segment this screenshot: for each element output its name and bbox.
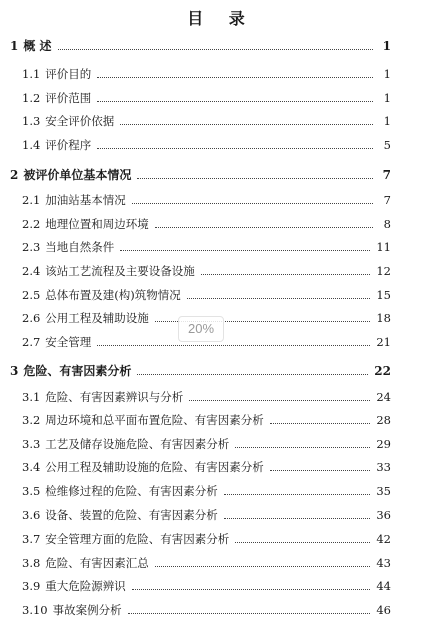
toc-number: 1 <box>10 39 19 53</box>
toc-section[interactable] <box>22 433 391 451</box>
zoom-level-indicator: 20% <box>178 316 224 342</box>
toc-section[interactable] <box>22 528 391 546</box>
toc-page-number: 5 <box>383 138 391 152</box>
toc-section[interactable] <box>22 63 391 81</box>
toc-entry-text: 危险、有害因素分析 <box>23 364 132 378</box>
toc-page-number: 1 <box>382 39 391 53</box>
toc-entry-text: 危险、有害因素汇总 <box>45 556 149 570</box>
toc-page-number: 36 <box>376 508 391 522</box>
toc-number: 3.9 <box>22 579 41 593</box>
toc-entry-text: 被评价单位基本情况 <box>23 168 132 182</box>
toc-dot-leader <box>189 400 370 401</box>
toc-title: 目 录 <box>187 9 255 28</box>
toc-entry-text: 地理位置和周边环境 <box>45 217 149 231</box>
toc-section[interactable] <box>22 284 391 302</box>
toc-entry-text: 概 述 <box>23 39 52 53</box>
toc-section[interactable] <box>22 260 391 278</box>
toc-dot-leader <box>224 518 371 519</box>
toc-entry-text: 安全管理方面的危险、有害因素分析 <box>45 532 230 546</box>
toc-number: 2.4 <box>22 264 41 278</box>
toc-page-number: 28 <box>376 413 391 427</box>
toc-entry-text: 事故案例分析 <box>52 603 122 617</box>
toc-page-number: 46 <box>376 603 391 617</box>
toc-page-number: 29 <box>376 437 391 451</box>
toc-section[interactable] <box>22 456 391 474</box>
toc-dot-leader <box>137 178 373 179</box>
toc-entry-text: 设备、装置的危险、有害因素分析 <box>45 508 218 522</box>
toc-number: 3.10 <box>22 603 48 617</box>
toc-page-number: 7 <box>382 168 391 182</box>
toc-number: 3 <box>10 364 19 378</box>
toc-dot-leader <box>270 423 371 424</box>
toc-number: 1.1 <box>22 67 41 81</box>
toc-dot-leader <box>235 447 370 448</box>
toc-section[interactable] <box>22 110 391 128</box>
toc-number: 2.6 <box>22 311 41 325</box>
toc-entry-text: 公用工程及辅助设施的危险、有害因素分析 <box>45 460 264 474</box>
toc-page-number: 1 <box>383 91 391 105</box>
toc-entry-text: 当地自然条件 <box>45 240 115 254</box>
toc-dot-leader <box>155 566 371 567</box>
toc-number: 2.5 <box>22 288 41 302</box>
toc-page-number: 8 <box>383 217 391 231</box>
toc-number: 2.3 <box>22 240 41 254</box>
toc-entry-text: 评价目的 <box>45 67 92 81</box>
toc-section[interactable] <box>22 87 391 105</box>
toc-entry-text: 加油站基本情况 <box>45 193 126 207</box>
toc-dot-leader <box>58 49 373 50</box>
toc-page-number: 33 <box>376 460 391 474</box>
toc-number: 3.8 <box>22 556 41 570</box>
toc-number: 3.2 <box>22 413 41 427</box>
toc-page-number: 15 <box>376 288 391 302</box>
toc-dot-leader <box>120 124 373 125</box>
toc-dot-leader <box>187 298 371 299</box>
toc-page-number: 42 <box>376 532 391 546</box>
toc-page-number: 11 <box>376 240 391 254</box>
toc-dot-leader <box>155 227 373 228</box>
toc-dot-leader <box>137 374 368 375</box>
toc-dot-leader <box>128 613 371 614</box>
toc-page-number: 43 <box>376 556 391 570</box>
toc-number: 2.2 <box>22 217 41 231</box>
toc-section[interactable] <box>22 480 391 498</box>
toc-page-number: 12 <box>376 264 391 278</box>
toc-entry-text: 周边环境和总平面布置危险、有害因素分析 <box>45 413 264 427</box>
toc-section[interactable] <box>22 504 391 522</box>
toc-page-number: 18 <box>376 311 391 325</box>
toc-page-number: 1 <box>383 114 391 128</box>
toc-section[interactable] <box>22 236 391 254</box>
toc-section[interactable] <box>22 552 391 570</box>
toc-section[interactable] <box>22 134 391 152</box>
toc-number: 2 <box>10 168 19 182</box>
toc-entry-text: 安全管理 <box>45 335 92 349</box>
toc-dot-leader <box>97 148 373 149</box>
toc-number: 2.1 <box>22 193 41 207</box>
toc-number: 1.3 <box>22 114 41 128</box>
toc-number: 3.4 <box>22 460 41 474</box>
toc-dot-leader <box>120 250 370 251</box>
toc-dot-leader <box>201 274 371 275</box>
toc-number: 1.2 <box>22 91 41 105</box>
toc-entry-text: 危险、有害因素辨识与分析 <box>45 390 184 404</box>
toc-entry-text: 重大危险源辨识 <box>45 579 126 593</box>
toc-entry-text: 检维修过程的危险、有害因素分析 <box>45 484 218 498</box>
toc-number: 3.3 <box>22 437 41 451</box>
toc-page-number: 35 <box>376 484 391 498</box>
toc-entry-text: 评价程序 <box>45 138 92 152</box>
toc-chapter[interactable] <box>10 35 391 53</box>
toc-page-number: 44 <box>376 579 391 593</box>
toc-entry-text: 安全评价依据 <box>45 114 115 128</box>
toc-dot-leader <box>97 101 373 102</box>
toc-section[interactable] <box>22 599 391 617</box>
toc-number: 2.7 <box>22 335 41 349</box>
toc-page-number: 22 <box>374 364 391 378</box>
toc-section[interactable] <box>22 213 391 231</box>
toc-dot-leader <box>224 494 371 495</box>
toc-dot-leader <box>97 77 373 78</box>
toc-number: 3.6 <box>22 508 41 522</box>
toc-chapter[interactable] <box>10 164 391 182</box>
toc-page-number: 24 <box>376 390 391 404</box>
toc-entry-text: 评价范围 <box>45 91 92 105</box>
toc-number: 3.7 <box>22 532 41 546</box>
toc-dot-leader <box>235 542 370 543</box>
toc-page-number: 1 <box>383 67 391 81</box>
toc-number: 1.4 <box>22 138 41 152</box>
toc-dot-leader <box>270 470 371 471</box>
toc-page-number: 21 <box>376 335 391 349</box>
toc-section[interactable] <box>22 386 391 404</box>
toc-entry-text: 总体布置及建(构)筑物情况 <box>45 288 181 302</box>
toc-dot-leader <box>132 589 371 590</box>
toc-dot-leader <box>97 345 370 346</box>
toc-section[interactable] <box>22 189 391 207</box>
toc-page-number: 7 <box>383 193 391 207</box>
toc-chapter[interactable] <box>10 360 391 378</box>
toc-dot-leader <box>132 203 373 204</box>
toc-entry-text: 该站工艺流程及主要设备设施 <box>45 264 195 278</box>
toc-entry-text: 公用工程及辅助设施 <box>45 311 149 325</box>
toc-entry-text: 工艺及储存设施危险、有害因素分析 <box>45 437 230 451</box>
toc-section[interactable] <box>22 575 391 593</box>
toc-number: 3.1 <box>22 390 41 404</box>
toc-section[interactable] <box>22 409 391 427</box>
toc-number: 3.5 <box>22 484 41 498</box>
